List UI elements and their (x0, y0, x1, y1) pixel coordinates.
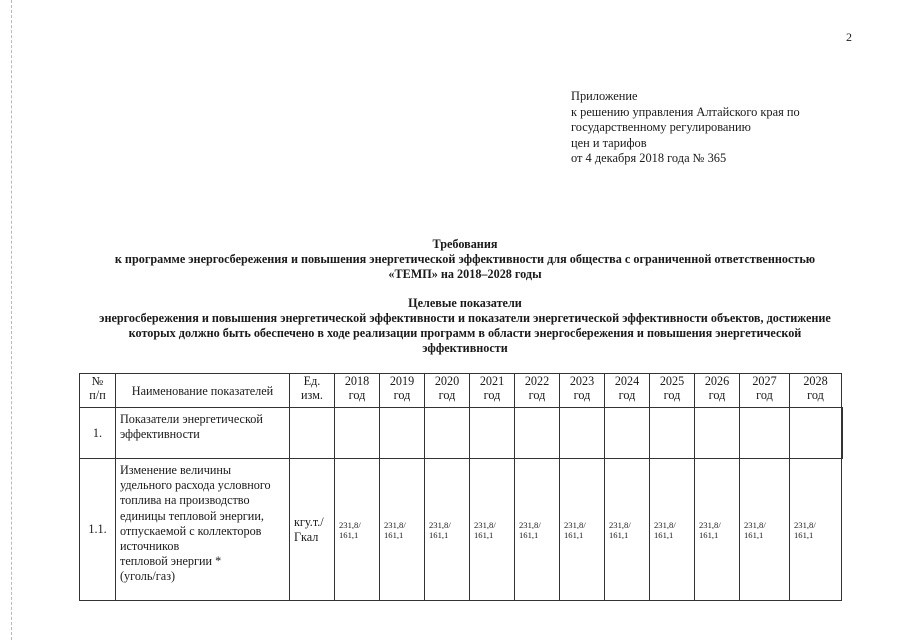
year-word: год (807, 388, 824, 402)
year-word: год (528, 388, 546, 402)
header-year (515, 374, 560, 408)
year-word: год (483, 388, 501, 402)
header-num-line: п/п (89, 388, 106, 402)
row-name (116, 408, 290, 459)
value-line: 161,1 (339, 529, 359, 540)
value-cell (695, 459, 740, 601)
header-year (790, 374, 842, 408)
row-name (116, 459, 290, 601)
appendix-line: к решению управления Алтайского края по (571, 104, 800, 119)
year-word: год (438, 388, 456, 402)
value-cell (560, 459, 605, 601)
value-line: 161,1 (744, 529, 764, 540)
value-line: 231,8/ (384, 519, 406, 530)
year: 2024 (614, 374, 640, 388)
header-unit-line: изм. (301, 388, 323, 402)
empty-cell (695, 408, 740, 459)
value-cell (740, 459, 790, 601)
empty-cell (380, 408, 425, 459)
title-line: Требования (432, 237, 498, 251)
empty-cell (740, 408, 790, 459)
empty-cell (560, 408, 605, 459)
row-unit-line: Гкал (294, 529, 319, 544)
value-cell (790, 459, 842, 601)
empty-cell (335, 408, 380, 459)
empty-cell (842, 408, 843, 459)
value-line: 231,8/ (564, 519, 586, 530)
empty-cell (515, 408, 560, 459)
header-name-text: Наименование показателей (131, 383, 274, 398)
value-line: 231,8/ (699, 519, 721, 530)
title-line: которых должно быть обеспечено в ходе реализации программ в области энергосбережения и повышения энергетической (128, 326, 802, 340)
year: 2019 (389, 374, 415, 388)
value-cell (650, 459, 695, 601)
title-line: к программе энергосбережения и повышения энергетической эффективности для общества с ограниченной ответственностью (114, 252, 816, 266)
scan-margin-line (11, 0, 12, 640)
indicators-table (79, 373, 843, 601)
value-cell (335, 459, 380, 601)
year: 2023 (569, 374, 595, 388)
value-cell (470, 459, 515, 601)
year: 2027 (752, 374, 777, 388)
header-year (335, 374, 380, 408)
header-year (695, 374, 740, 408)
year-word: год (348, 388, 366, 402)
row-name-line: Изменение величины (120, 463, 232, 477)
row-name-line: топлива на производство (120, 493, 250, 508)
year: 2028 (803, 374, 828, 388)
value-line: 161,1 (519, 529, 539, 540)
title-line: Целевые показатели (408, 296, 522, 310)
header-year (380, 374, 425, 408)
row-num: 1. (80, 408, 116, 459)
row-num: 1.1. (80, 459, 116, 601)
empty-cell (790, 408, 842, 459)
value-cell (425, 459, 470, 601)
value-line: 231,8/ (744, 519, 766, 530)
year: 2022 (524, 374, 550, 388)
year-word: год (708, 388, 726, 402)
value-line: 161,1 (474, 529, 494, 540)
table-row (80, 408, 843, 459)
row-unit (290, 459, 335, 601)
value-cell (380, 459, 425, 601)
value-line: 231,8/ (519, 519, 541, 530)
year-word: год (573, 388, 591, 402)
year-word: год (663, 388, 681, 402)
empty-cell (650, 408, 695, 459)
appendix-line: государственному регулированию (571, 120, 751, 135)
value-line: 161,1 (429, 529, 449, 540)
value-line: 231,8/ (429, 519, 451, 530)
empty-cell (290, 408, 335, 459)
value-line: 231,8/ (794, 519, 816, 530)
header-year (740, 374, 790, 408)
empty-cell (425, 408, 470, 459)
header-year (605, 374, 650, 408)
appendix-block (571, 89, 800, 167)
row-name-line: (уголь/газ) (120, 569, 176, 584)
empty-cell (470, 408, 515, 459)
row-name-line: источников (120, 539, 180, 554)
header-year (425, 374, 470, 408)
header-name (116, 374, 290, 408)
table-header-row (80, 374, 843, 408)
header-unit (290, 374, 335, 408)
appendix-line: от 4 декабря 2018 года № 365 (571, 151, 727, 166)
header-unit-line: Ед. (303, 374, 321, 388)
value-line: 231,8/ (339, 519, 361, 530)
appendix-line: цен и тарифов (571, 135, 647, 150)
title-line: энергосбережения и повышения энергетической эффективности и показатели энергетической эффективности объектов, достижение (99, 311, 831, 325)
appendix-line: Приложение (571, 89, 638, 103)
value-line: 161,1 (654, 529, 674, 540)
year: 2025 (659, 374, 685, 388)
row-name-line: отпускаемой с коллекторов (120, 523, 262, 538)
year: 2020 (434, 374, 460, 388)
year-word: год (756, 388, 773, 402)
row-name-line: тепловой энергии * (120, 554, 222, 569)
header-num (80, 374, 116, 408)
header-year (650, 374, 695, 408)
value-line: 231,8/ (474, 519, 496, 530)
header-year (560, 374, 605, 408)
value-line: 231,8/ (654, 519, 676, 530)
empty-cell (605, 408, 650, 459)
value-cell (605, 459, 650, 601)
row-unit-line: кгу.т./ (294, 515, 324, 530)
value-line: 231,8/ (609, 519, 631, 530)
row-name-line: эффективности (120, 427, 200, 442)
table-row (80, 459, 843, 601)
year: 2021 (479, 374, 505, 388)
year-word: год (618, 388, 636, 402)
row-name-line: удельного расхода условного (120, 478, 271, 493)
year: 2018 (344, 374, 370, 388)
value-line: 161,1 (609, 529, 629, 540)
requirements-title (60, 237, 870, 282)
row-name-line: Показатели энергетической (120, 412, 263, 426)
row-name-line: единицы тепловой энергии, (120, 508, 264, 523)
year: 2026 (704, 374, 730, 388)
value-line: 161,1 (384, 529, 404, 540)
value-line: 161,1 (794, 529, 814, 540)
title-line: эффективности (422, 341, 508, 355)
title-line: «ТЕМП» на 2018–2028 годы (388, 267, 542, 281)
value-cell (515, 459, 560, 601)
header-year (470, 374, 515, 408)
targets-title (60, 296, 870, 356)
year-word: год (393, 388, 411, 402)
value-line: 161,1 (699, 529, 719, 540)
header-num-line: № (91, 374, 104, 388)
page-number: 2 (846, 30, 852, 44)
value-line: 161,1 (564, 529, 584, 540)
